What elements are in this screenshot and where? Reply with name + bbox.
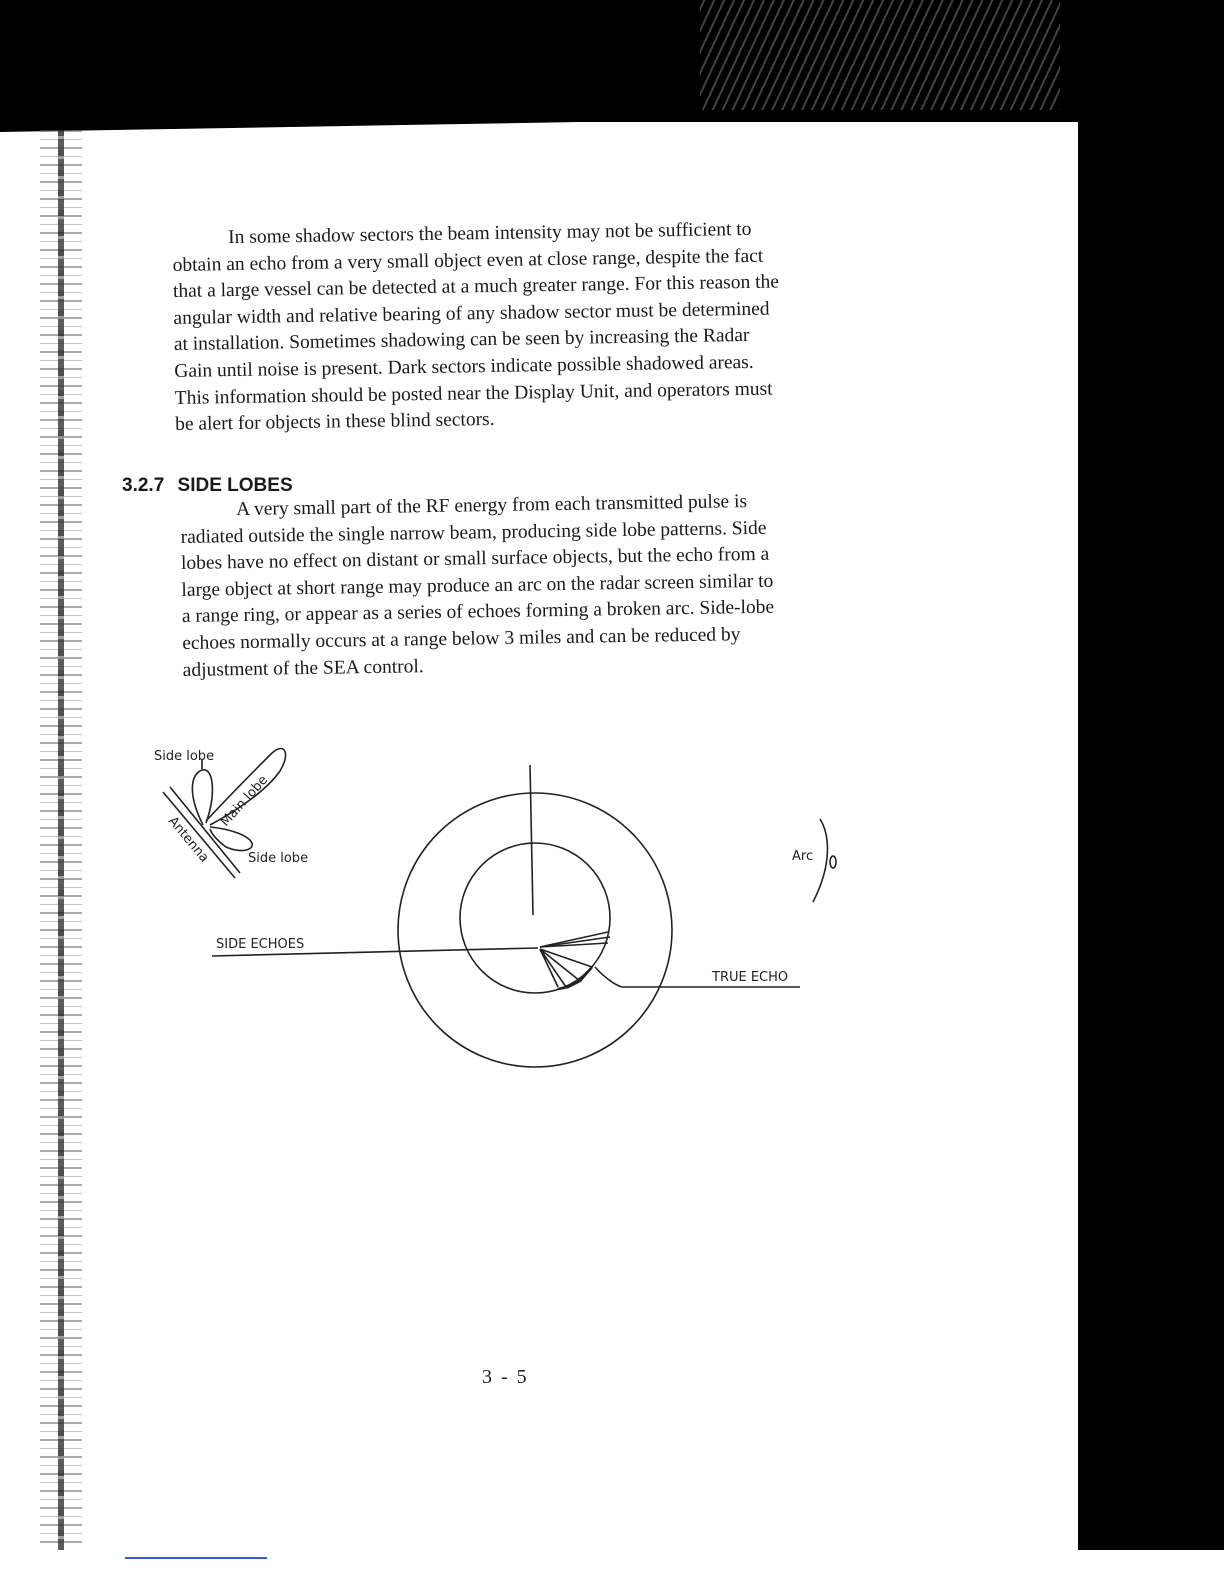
label-main-lobe: Main lobe (217, 772, 272, 830)
radar-outer-ring (398, 793, 672, 1067)
side-lobe-shape-bottom (210, 827, 252, 850)
text-line: large object at short range may produce an arc on the radar screen similar to (181, 570, 774, 601)
arc-mark (813, 819, 827, 902)
echo-ray (540, 949, 566, 987)
text-line: angular width and relative bearing of any shadow sector must be determined (173, 298, 770, 329)
label-antenna: Antenna (164, 813, 212, 866)
scan-edge-left (58, 130, 64, 1550)
text-line: obtain an echo from a very small object even at close range, despite the fact (172, 245, 764, 276)
arc-loop (830, 856, 836, 868)
text-line: adjustment of the SEA control. (182, 655, 424, 681)
text-line: This information should be posted near the Display Unit, and operators must (174, 378, 773, 409)
text-line: Gain until noise is present. Dark sectors indicate possible shadowed areas. (174, 351, 754, 382)
echo-ray (540, 949, 580, 981)
text-line: at installation. Sometimes shadowing can be seen by increasing the Radar (173, 325, 750, 356)
antenna-line-outer (163, 792, 235, 878)
text-line: A very small part of the RF energy from each transmitted pulse is (236, 491, 748, 521)
main-lobe-shape (206, 748, 286, 825)
text-line: a range ring, or appear as a series of echoes forming a broken arc. Side-lobe (181, 597, 775, 628)
paragraph-side-lobes (180, 488, 831, 684)
scan-border-right (1078, 0, 1224, 1550)
label-side-lobe-bottom: Side lobe (248, 851, 309, 866)
radar-screen (212, 765, 836, 1067)
heading-line (530, 765, 533, 915)
section-heading (122, 475, 293, 497)
text-line: In some shadow sectors the beam intensity may not be sufficient to (228, 218, 752, 249)
text-line: be alert for objects in these blind sectors. (174, 409, 495, 436)
label-side-lobe-top: Side lobe (154, 749, 215, 764)
text-line: lobes have no effect on distant or small surface objects, but the echo from a (180, 543, 770, 575)
side-lobe-diagram (140, 735, 840, 1075)
scan-noise-top (700, 0, 1060, 110)
text-line: echoes normally occurs at a range below 3 miles and can be reduced by (182, 624, 741, 654)
text-line: that a large vessel can be detected at a much greater range. For this reason the (172, 271, 780, 303)
text-line: radiated outside the single narrow beam, producing side lobe patterns. Side (180, 517, 767, 548)
scan-shadow-top (0, 112, 1040, 132)
bottom-rule (125, 1557, 267, 1559)
section-number: 3.2.7 (122, 475, 165, 496)
page-number: 3 - 5 (482, 1366, 529, 1388)
section-title: SIDE LOBES (177, 475, 293, 496)
label-arc: Arc (792, 849, 814, 864)
label-true-echo: TRUE ECHO (712, 970, 789, 985)
paragraph-shadow-sectors (172, 216, 827, 439)
label-side-echoes: SIDE ECHOES (216, 937, 305, 952)
